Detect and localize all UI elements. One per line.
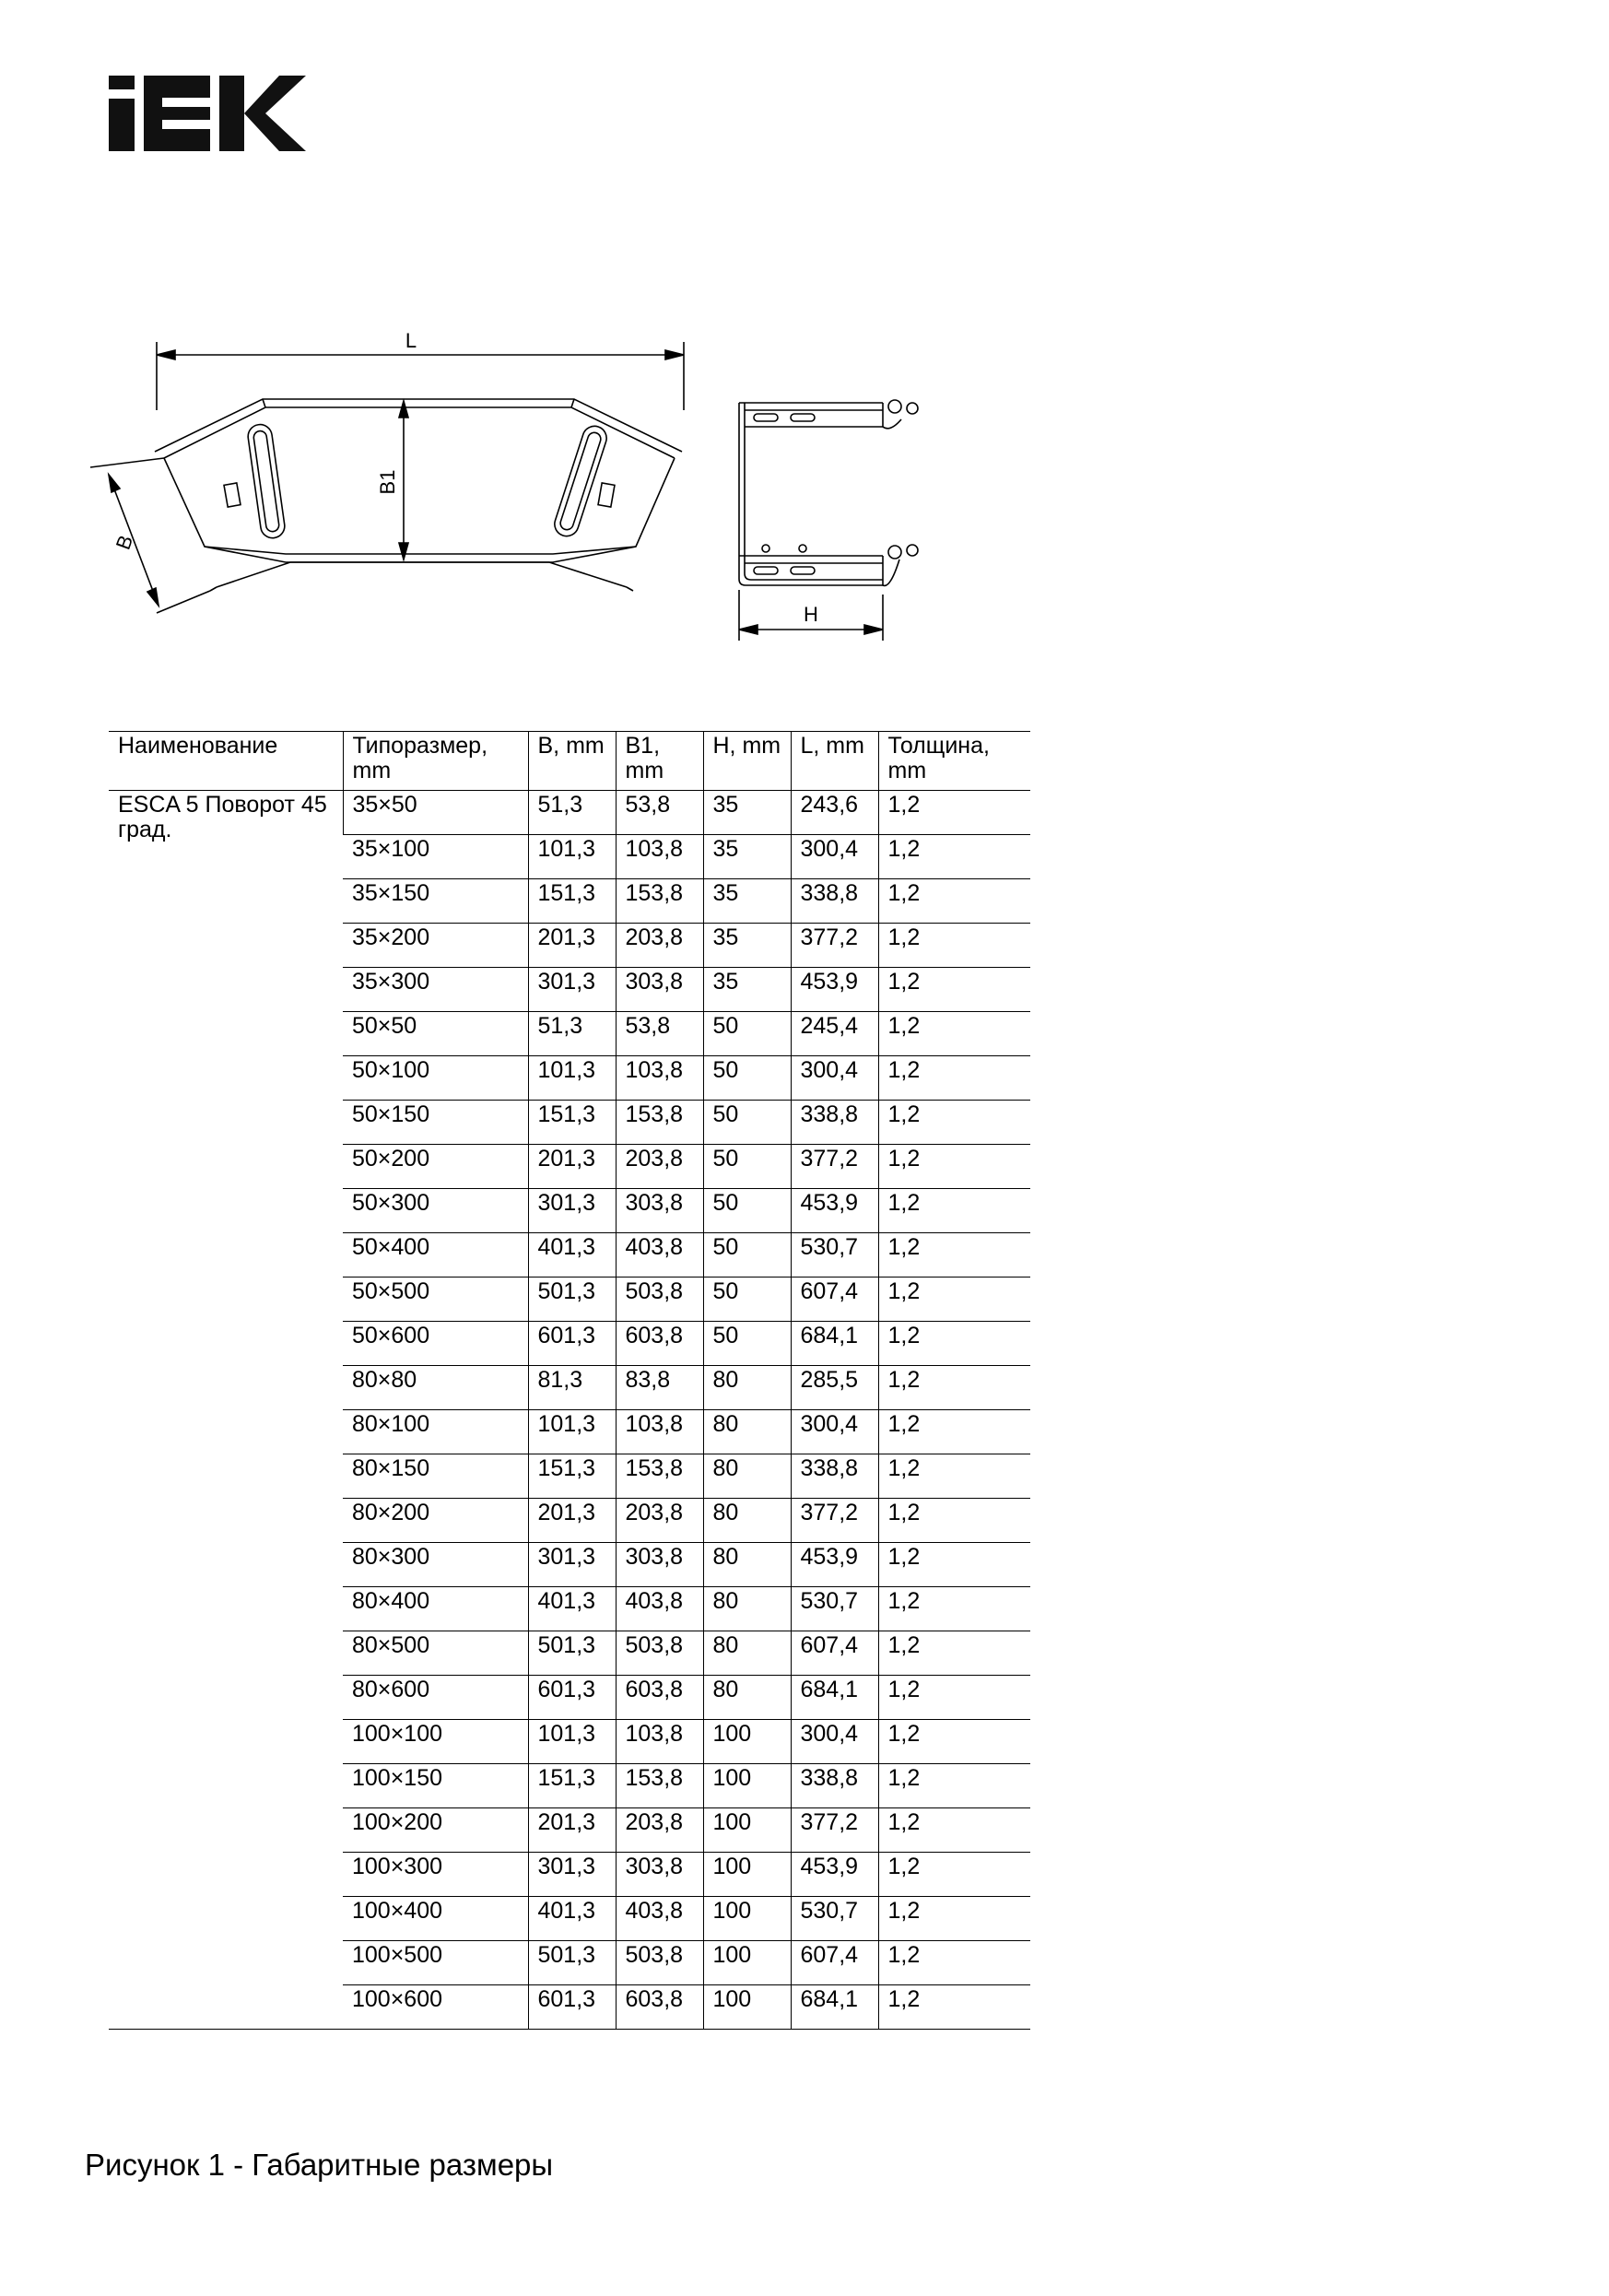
cell-size: 80×100	[343, 1410, 528, 1454]
cell-size: 50×400	[343, 1233, 528, 1278]
cell-l: 607,4	[791, 1278, 878, 1322]
cell-h: 100	[703, 1897, 791, 1941]
cell-l: 377,2	[791, 1145, 878, 1189]
cell-thickness: 1,2	[878, 1454, 1030, 1499]
dim-label-L: L	[405, 329, 417, 352]
cell-l: 530,7	[791, 1897, 878, 1941]
cell-h: 50	[703, 1101, 791, 1145]
cell-thickness: 1,2	[878, 1720, 1030, 1764]
cell-b1: 103,8	[616, 1410, 703, 1454]
cell-size: 100×300	[343, 1853, 528, 1897]
cell-l: 684,1	[791, 1985, 878, 2030]
cell-h: 100	[703, 1808, 791, 1853]
cell-b1: 203,8	[616, 1499, 703, 1543]
cell-b: 301,3	[528, 1543, 616, 1587]
cell-b: 101,3	[528, 1410, 616, 1454]
cell-l: 607,4	[791, 1631, 878, 1676]
cell-thickness: 1,2	[878, 1941, 1030, 1985]
dim-label-H: H	[804, 603, 818, 626]
cell-h: 50	[703, 1322, 791, 1366]
cell-size: 80×500	[343, 1631, 528, 1676]
cell-l: 245,4	[791, 1012, 878, 1056]
cell-h: 50	[703, 1145, 791, 1189]
cell-l: 377,2	[791, 1808, 878, 1853]
cell-size: 100×500	[343, 1941, 528, 1985]
cell-size: 80×400	[343, 1587, 528, 1631]
cell-size: 50×500	[343, 1278, 528, 1322]
cell-b1: 603,8	[616, 1322, 703, 1366]
cell-b: 601,3	[528, 1322, 616, 1366]
cell-l: 243,6	[791, 791, 878, 835]
cell-b1: 83,8	[616, 1366, 703, 1410]
dim-label-B: B	[111, 532, 138, 553]
cell-size: 50×50	[343, 1012, 528, 1056]
cell-thickness: 1,2	[878, 1499, 1030, 1543]
cell-size: 35×100	[343, 835, 528, 879]
cell-b: 51,3	[528, 1012, 616, 1056]
cell-thickness: 1,2	[878, 1985, 1030, 2030]
cell-b: 151,3	[528, 1764, 616, 1808]
cell-thickness: 1,2	[878, 1631, 1030, 1676]
header-name: Наименование	[109, 732, 343, 791]
cell-h: 100	[703, 1764, 791, 1808]
cell-b: 501,3	[528, 1941, 616, 1985]
cell-thickness: 1,2	[878, 1764, 1030, 1808]
header-h: H, mm	[703, 732, 791, 791]
cell-b: 501,3	[528, 1278, 616, 1322]
iek-logo	[109, 76, 306, 151]
cell-l: 300,4	[791, 1720, 878, 1764]
cell-thickness: 1,2	[878, 1366, 1030, 1410]
cell-h: 80	[703, 1676, 791, 1720]
cell-size: 100×400	[343, 1897, 528, 1941]
cell-l: 453,9	[791, 968, 878, 1012]
cell-size: 35×300	[343, 968, 528, 1012]
cell-b: 501,3	[528, 1631, 616, 1676]
cell-thickness: 1,2	[878, 1808, 1030, 1853]
cell-thickness: 1,2	[878, 879, 1030, 924]
table-row	[109, 791, 1030, 835]
cell-h: 80	[703, 1587, 791, 1631]
cell-b: 101,3	[528, 1720, 616, 1764]
cell-thickness: 1,2	[878, 1322, 1030, 1366]
cell-thickness: 1,2	[878, 1233, 1030, 1278]
cell-b: 101,3	[528, 1056, 616, 1101]
cell-h: 35	[703, 835, 791, 879]
table-header-row	[109, 732, 1030, 791]
cell-b1: 103,8	[616, 1720, 703, 1764]
cell-b1: 503,8	[616, 1941, 703, 1985]
cell-thickness: 1,2	[878, 1189, 1030, 1233]
cell-size: 80×200	[343, 1499, 528, 1543]
cell-size: 100×200	[343, 1808, 528, 1853]
cell-thickness: 1,2	[878, 1543, 1030, 1587]
cell-thickness: 1,2	[878, 1056, 1030, 1101]
cell-l: 300,4	[791, 1056, 878, 1101]
cell-b1: 303,8	[616, 1189, 703, 1233]
cell-l: 338,8	[791, 1454, 878, 1499]
cell-thickness: 1,2	[878, 835, 1030, 879]
cell-h: 50	[703, 1278, 791, 1322]
cell-b: 401,3	[528, 1587, 616, 1631]
dim-label-B1: B1	[376, 469, 399, 495]
cell-l: 338,8	[791, 879, 878, 924]
cell-b: 201,3	[528, 1145, 616, 1189]
cell-thickness: 1,2	[878, 1278, 1030, 1322]
cell-b: 301,3	[528, 1853, 616, 1897]
header-b: B, mm	[528, 732, 616, 791]
cell-size: 50×300	[343, 1189, 528, 1233]
cell-b: 151,3	[528, 879, 616, 924]
cell-b: 101,3	[528, 835, 616, 879]
cell-h: 80	[703, 1543, 791, 1587]
cell-h: 80	[703, 1631, 791, 1676]
cell-h: 50	[703, 1056, 791, 1101]
cell-h: 100	[703, 1720, 791, 1764]
cell-thickness: 1,2	[878, 1676, 1030, 1720]
cell-b1: 203,8	[616, 924, 703, 968]
cell-b1: 153,8	[616, 1101, 703, 1145]
cell-b: 151,3	[528, 1101, 616, 1145]
cell-h: 50	[703, 1189, 791, 1233]
spec-table	[109, 731, 1030, 2030]
cell-l: 377,2	[791, 1499, 878, 1543]
cell-b1: 603,8	[616, 1676, 703, 1720]
cell-l: 285,5	[791, 1366, 878, 1410]
cell-l: 684,1	[791, 1676, 878, 1720]
cell-l: 377,2	[791, 924, 878, 968]
header-b1: B1, mm	[616, 732, 703, 791]
cell-size: 100×100	[343, 1720, 528, 1764]
cell-size: 80×300	[343, 1543, 528, 1587]
cell-b1: 103,8	[616, 1056, 703, 1101]
cell-b: 601,3	[528, 1985, 616, 2030]
cell-b1: 53,8	[616, 1012, 703, 1056]
cell-b1: 503,8	[616, 1631, 703, 1676]
cell-b1: 603,8	[616, 1985, 703, 2030]
cell-size: 50×100	[343, 1056, 528, 1101]
cell-thickness: 1,2	[878, 1897, 1030, 1941]
cell-thickness: 1,2	[878, 1101, 1030, 1145]
cell-h: 100	[703, 1941, 791, 1985]
cell-thickness: 1,2	[878, 1853, 1030, 1897]
cell-l: 607,4	[791, 1941, 878, 1985]
header-l: L, mm	[791, 732, 878, 791]
cell-h: 80	[703, 1499, 791, 1543]
cell-size: 50×200	[343, 1145, 528, 1189]
cell-b1: 153,8	[616, 879, 703, 924]
table-body	[109, 791, 1030, 2030]
cell-l: 338,8	[791, 1101, 878, 1145]
cell-b: 201,3	[528, 1808, 616, 1853]
cell-size: 100×600	[343, 1985, 528, 2030]
cell-b1: 53,8	[616, 791, 703, 835]
cell-l: 300,4	[791, 835, 878, 879]
cell-h: 100	[703, 1853, 791, 1897]
cell-l: 300,4	[791, 1410, 878, 1454]
cell-size: 80×80	[343, 1366, 528, 1410]
cell-b1: 303,8	[616, 1543, 703, 1587]
cell-thickness: 1,2	[878, 924, 1030, 968]
cell-h: 35	[703, 879, 791, 924]
cell-thickness: 1,2	[878, 1145, 1030, 1189]
cell-b1: 403,8	[616, 1233, 703, 1278]
cell-b1: 203,8	[616, 1145, 703, 1189]
cell-l: 453,9	[791, 1543, 878, 1587]
cell-size: 50×150	[343, 1101, 528, 1145]
cell-b: 151,3	[528, 1454, 616, 1499]
cell-l: 453,9	[791, 1853, 878, 1897]
cell-b1: 403,8	[616, 1897, 703, 1941]
cell-b1: 103,8	[616, 835, 703, 879]
cell-b: 601,3	[528, 1676, 616, 1720]
cell-h: 35	[703, 791, 791, 835]
cell-b1: 403,8	[616, 1587, 703, 1631]
cell-h: 35	[703, 968, 791, 1012]
cell-b: 401,3	[528, 1897, 616, 1941]
cell-thickness: 1,2	[878, 1012, 1030, 1056]
cell-b: 301,3	[528, 1189, 616, 1233]
cell-thickness: 1,2	[878, 1410, 1030, 1454]
cell-size: 50×600	[343, 1322, 528, 1366]
cell-size: 80×600	[343, 1676, 528, 1720]
header-size: Типоразмер, mm	[343, 732, 528, 791]
cell-size: 35×150	[343, 879, 528, 924]
cell-h: 80	[703, 1454, 791, 1499]
cell-l: 530,7	[791, 1233, 878, 1278]
cell-h: 50	[703, 1233, 791, 1278]
cell-b1: 303,8	[616, 1853, 703, 1897]
cell-l: 453,9	[791, 1189, 878, 1233]
cell-h: 50	[703, 1012, 791, 1056]
technical-drawing	[83, 318, 968, 650]
product-name-cell: ESCA 5 Поворот 45 град.	[109, 791, 343, 2030]
cell-b1: 153,8	[616, 1454, 703, 1499]
cell-h: 35	[703, 924, 791, 968]
cell-l: 530,7	[791, 1587, 878, 1631]
cell-thickness: 1,2	[878, 968, 1030, 1012]
cell-b1: 153,8	[616, 1764, 703, 1808]
cell-b1: 503,8	[616, 1278, 703, 1322]
cell-size: 35×50	[343, 791, 528, 835]
cell-h: 80	[703, 1366, 791, 1410]
cell-l: 684,1	[791, 1322, 878, 1366]
cell-b: 301,3	[528, 968, 616, 1012]
cell-thickness: 1,2	[878, 1587, 1030, 1631]
cell-b: 81,3	[528, 1366, 616, 1410]
cell-h: 100	[703, 1985, 791, 2030]
figure-caption: Рисунок 1 - Габаритные размеры	[85, 2148, 554, 2182]
cell-h: 80	[703, 1410, 791, 1454]
cell-b: 201,3	[528, 924, 616, 968]
cell-b1: 203,8	[616, 1808, 703, 1853]
cell-thickness: 1,2	[878, 791, 1030, 835]
cell-b: 201,3	[528, 1499, 616, 1543]
cell-size: 100×150	[343, 1764, 528, 1808]
cell-l: 338,8	[791, 1764, 878, 1808]
cell-size: 80×150	[343, 1454, 528, 1499]
cell-size: 35×200	[343, 924, 528, 968]
cell-b: 51,3	[528, 791, 616, 835]
cell-b: 401,3	[528, 1233, 616, 1278]
cell-b1: 303,8	[616, 968, 703, 1012]
header-thickness: Толщина, mm	[878, 732, 1030, 791]
